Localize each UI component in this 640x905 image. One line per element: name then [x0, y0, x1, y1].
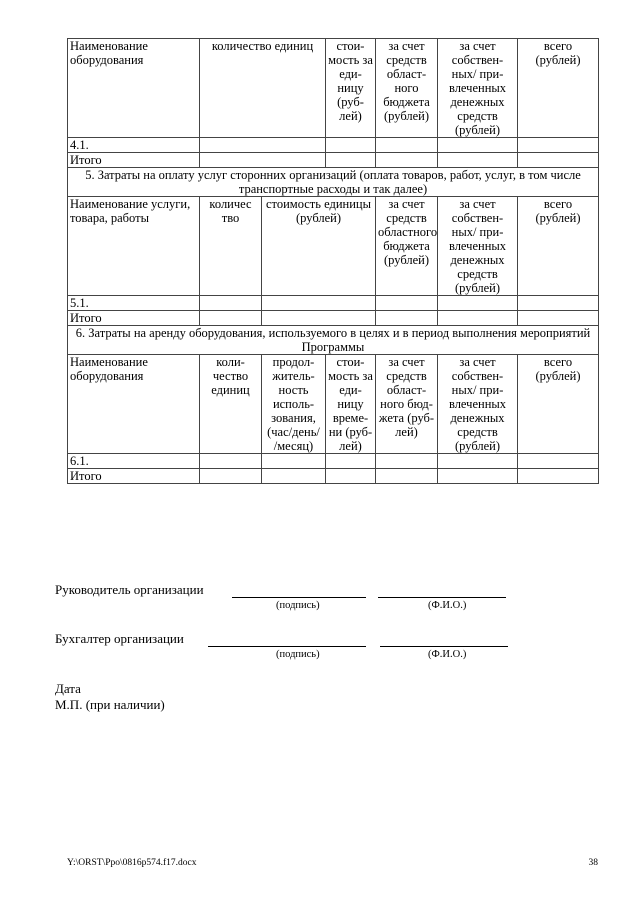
- s6-col-regional-budget: за счет средств област-ного бюд-жета (руб-лей): [376, 355, 438, 454]
- table-cell: [326, 153, 376, 168]
- s5-col-unit-cost: стоимость единицы (рублей): [262, 197, 376, 296]
- table-cell: [518, 296, 599, 311]
- table-cell: [438, 153, 518, 168]
- s4-col-regional-budget: за счет средств област-ного бюджета (рублей): [376, 39, 438, 138]
- s6-total-row: [68, 469, 599, 484]
- s4-total-label: Итого: [68, 153, 200, 168]
- s4-total-row: [68, 153, 599, 168]
- footer-file-path: Y:\ORST\Ppo\0816p574.f17.docx: [67, 858, 197, 868]
- head-name-caption: (Ф.И.О.): [428, 600, 467, 611]
- table-cell: [326, 454, 376, 469]
- s4-col-total: всего (рублей): [518, 39, 599, 138]
- table-cell: [438, 311, 518, 326]
- table-cell: [518, 454, 599, 469]
- s5-total-label: Итого: [68, 311, 200, 326]
- table-cell: [200, 138, 326, 153]
- table-cell: [262, 296, 376, 311]
- table-cell: [200, 469, 262, 484]
- accountant-signature-caption: (подпись): [276, 649, 320, 660]
- stamp-label: М.П. (при наличии): [55, 697, 165, 712]
- table-cell: [376, 153, 438, 168]
- s4-row-1: [68, 138, 599, 153]
- table-cell: [262, 469, 326, 484]
- table-cell: [200, 454, 262, 469]
- table-cell: [518, 138, 599, 153]
- s6-col-unit-cost: стои-мость за еди-ницу време-ни (руб-лей): [326, 355, 376, 454]
- s5-row-1: [68, 296, 599, 311]
- s4-col-name: Наименование оборудования: [68, 39, 200, 138]
- head-signature-caption: (подпись): [276, 600, 320, 611]
- table-cell: [438, 296, 518, 311]
- date-label: Дата: [55, 681, 81, 696]
- s6-row-1: [68, 454, 599, 469]
- head-name-line: [378, 597, 506, 598]
- accountant-name-caption: (Ф.И.О.): [428, 649, 467, 660]
- s5-header-row: [68, 197, 599, 296]
- table-cell: [376, 311, 438, 326]
- table-cell: [262, 454, 326, 469]
- table-cell: [438, 454, 518, 469]
- s5-col-quantity: количес тво: [200, 197, 262, 296]
- table-cell: [438, 138, 518, 153]
- table-cell: [200, 153, 326, 168]
- head-signature-label: Руководитель организации: [55, 582, 204, 597]
- s6-section-title: 6. Затраты на аренду оборудования, используемого в целях и в период выполнения мероприятий Программы: [68, 326, 599, 355]
- table-cell: [518, 311, 599, 326]
- table-cell: [518, 153, 599, 168]
- table-cell: [200, 311, 262, 326]
- accountant-signature-label: Бухгалтер организации: [55, 631, 184, 646]
- head-signature-line: [232, 597, 366, 598]
- s4-col-quantity: количество единиц: [200, 39, 326, 138]
- table-cell: [376, 454, 438, 469]
- s5-col-total: всего (рублей): [518, 197, 599, 296]
- s5-total-row: [68, 311, 599, 326]
- s6-total-label: Итого: [68, 469, 200, 484]
- table-cell: [262, 311, 376, 326]
- s4-col-own-funds: за счет собствен-ных/ при-влеченных денежных средств (рублей): [438, 39, 518, 138]
- table-cell: [326, 138, 376, 153]
- s5-col-own-funds: за счет собствен-ных/ при-влеченных денежных средств (рублей): [438, 197, 518, 296]
- s6-col-own-funds: за счет собствен-ных/ при-влеченных денежных средств (рублей): [438, 355, 518, 454]
- s6-col-total: всего (рублей): [518, 355, 599, 454]
- s6-header-row: [68, 355, 599, 454]
- table-cell: [376, 469, 438, 484]
- s5-col-regional-budget: за счет средств областного бюджета (рублей): [376, 197, 438, 296]
- table-cell: [200, 296, 262, 311]
- s6-col-duration: продол-житель-ность исполь-зования, (час/день/ /месяц): [262, 355, 326, 454]
- s5-col-name: Наименование услуги, товара, работы: [68, 197, 200, 296]
- s6-col-name: Наименование оборудования: [68, 355, 200, 454]
- s6-row-number: 6.1.: [68, 454, 200, 469]
- accountant-name-line: [380, 646, 508, 647]
- s6-title-row: [68, 326, 599, 355]
- s4-row-number: 4.1.: [68, 138, 200, 153]
- s4-col-unit-cost: стои-мость за еди-ницу (руб-лей): [326, 39, 376, 138]
- accountant-signature-line: [208, 646, 366, 647]
- s5-section-title: 5. Затраты на оплату услуг сторонних организаций (оплата товаров, работ, услуг, в том числе транспортные расходы и так далее): [68, 168, 599, 197]
- table-cell: [326, 469, 376, 484]
- table-cell: [438, 469, 518, 484]
- s4-header-row: [68, 39, 599, 138]
- s6-col-quantity: коли-чество единиц: [200, 355, 262, 454]
- expense-table: [67, 38, 599, 484]
- page-number: 38: [588, 858, 598, 868]
- s5-title-row: [68, 168, 599, 197]
- table-cell: [376, 138, 438, 153]
- table-cell: [518, 469, 599, 484]
- s5-row-number: 5.1.: [68, 296, 200, 311]
- table-cell: [376, 296, 438, 311]
